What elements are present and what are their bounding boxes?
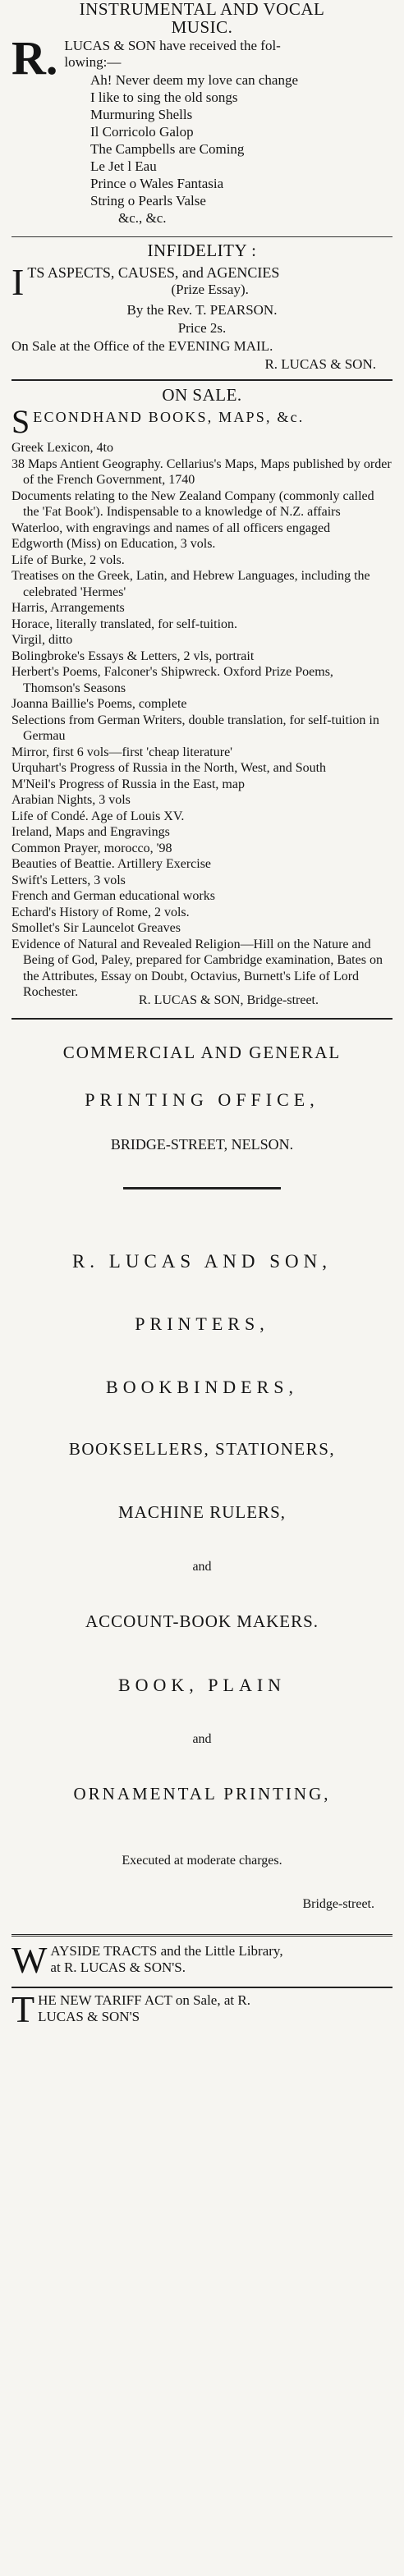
book-item: Bolingbroke's Essays & Letters, 2 vls, portrait xyxy=(11,649,255,663)
book-item: Joanna Baillie's Poems, complete xyxy=(11,697,187,711)
divider xyxy=(11,1018,393,1020)
trade-line: BOOKBINDERS, xyxy=(106,1377,298,1397)
music-ad-intro-line1: LUCAS & SON have received the fol- xyxy=(64,38,281,53)
trade-line: R. LUCAS AND SON, xyxy=(71,1251,333,1272)
book-item: Herbert's Poems, Falconer's Shipwreck. Oxford Prize Poems, Thomson's Seasons xyxy=(11,665,333,695)
book-item: Documents relating to the New Zealand Company (commonly called the 'Fat Book'). Indispensable to a knowledge of N.Z. affairs xyxy=(11,488,374,519)
infidelity-ad-line1: TS ASPECTS, CAUSES, and AGENCIES xyxy=(27,264,280,281)
tariff-ad xyxy=(11,1988,393,2030)
book-item: Greek Lexicon, 4to xyxy=(11,441,113,455)
music-ad-intro-line2: lowing:— xyxy=(64,54,122,70)
song-item: String o Pearls Valse xyxy=(90,193,206,209)
book-item: Edgworth (Miss) on Education, 3 vols. xyxy=(11,537,216,551)
infidelity-ad-body xyxy=(11,261,393,303)
music-ad-subtitle: MUSIC. xyxy=(171,17,233,37)
trade-line: and xyxy=(192,1560,212,1574)
song-item: Prince o Wales Fantasia xyxy=(90,176,224,191)
book-item: Swift's Letters, 3 vols xyxy=(11,873,126,887)
trade-line: MACHINE RULERS, xyxy=(117,1502,286,1522)
trade-line: and xyxy=(192,1732,212,1746)
printing-office-line2: PRINTING OFFICE, xyxy=(85,1089,319,1110)
song-item: The Campbells are Coming xyxy=(90,141,245,157)
song-list xyxy=(11,71,393,227)
trade-street: Bridge-street. xyxy=(302,1897,374,1911)
books-ad-heading xyxy=(11,403,393,440)
book-item: French and German educational works xyxy=(11,889,215,903)
tariff-ad-line2: LUCAS & SON'S xyxy=(38,2009,140,2024)
book-item: Echard's History of Rome, 2 vols. xyxy=(11,905,190,919)
books-ad-title: ON SALE. xyxy=(162,385,242,405)
infidelity-ad-title: INFIDELITY : xyxy=(147,241,257,260)
infidelity-ad-initial: I xyxy=(11,261,25,303)
book-item: Harris, Arrangements xyxy=(11,601,125,615)
trade-note: Executed at moderate charges. xyxy=(122,1854,282,1868)
book-item: Ireland, Maps and Engravings xyxy=(11,825,170,839)
wayside-ad xyxy=(11,1939,393,1981)
divider xyxy=(11,1934,393,1937)
book-item: Beauties of Beattie. Artillery Exercise xyxy=(11,857,212,871)
short-divider xyxy=(123,1187,281,1189)
infidelity-ad-price: Price 2s. xyxy=(177,320,227,336)
book-item: Common Prayer, morocco, '98 xyxy=(11,841,172,855)
book-item: Arabian Nights, 3 vols xyxy=(11,793,131,807)
song-item: I like to sing the old songs xyxy=(90,89,238,105)
divider xyxy=(11,379,393,381)
music-ad-intro xyxy=(11,38,393,71)
song-item: Il Corricolo Galop xyxy=(90,124,194,140)
book-item: Waterloo, with engravings and names of all officers engaged xyxy=(11,520,331,535)
infidelity-ad-author: By the Rev. T. PEARSON. xyxy=(126,302,278,318)
book-item: Horace, literally translated, for self-tuition. xyxy=(11,616,238,631)
divider xyxy=(11,236,393,237)
music-ad-initial: R. xyxy=(11,31,58,85)
infidelity-ad-line2: (Prize Essay). xyxy=(171,282,249,297)
divider xyxy=(11,1987,393,1988)
book-item: Mirror, first 6 vols—first 'cheap literature' xyxy=(11,745,233,759)
trade-line: ORNAMENTAL PRINTING, xyxy=(73,1784,331,1804)
book-item: Virgil, ditto xyxy=(11,633,73,647)
book-item: Urquhart's Progress of Russia in the North, West, and South xyxy=(11,761,327,775)
wayside-ad-line1: AYSIDE TRACTS and the Little Library, xyxy=(50,1943,283,1959)
book-item: Life of Condé. Age of Louis XV. xyxy=(11,809,185,823)
tariff-ad-line1: HE NEW TARIFF ACT on Sale, at R. xyxy=(38,1992,250,2008)
wayside-ad-line2: at R. LUCAS & SON'S. xyxy=(50,1960,186,1975)
infidelity-ad-seller: R. LUCAS & SON. xyxy=(264,356,376,372)
song-item: Murmuring Shells xyxy=(90,107,193,122)
book-item: Treatises on the Greek, Latin, and Hebrew Languages, including the celebrated 'Hermes' xyxy=(11,569,370,599)
books-ad-initial: S xyxy=(11,403,30,440)
books-ad-seller: R. LUCAS & SON, Bridge-street. xyxy=(138,993,319,1007)
tariff-ad-initial: T xyxy=(11,1988,35,2030)
music-ad-title: INSTRUMENTAL AND VOCAL xyxy=(79,0,325,19)
printing-office-address: BRIDGE-STREET, NELSON. xyxy=(110,1136,294,1153)
song-item: Le Jet l Eau xyxy=(90,158,157,174)
printing-office-line1: COMMERCIAL AND GENERAL xyxy=(62,1043,342,1062)
wayside-ad-initial: W xyxy=(11,1939,48,1981)
song-item: Ah! Never deem my love can change xyxy=(90,72,298,88)
trade-line: BOOK, PLAIN xyxy=(117,1675,287,1695)
book-item: Smollet's Sir Launcelot Greaves xyxy=(11,921,181,935)
trade-line: ACCOUNT-BOOK MAKERS. xyxy=(85,1611,319,1631)
book-item: Life of Burke, 2 vols. xyxy=(11,552,125,567)
trade-line: BOOKSELLERS, STATIONERS, xyxy=(68,1439,336,1459)
infidelity-ad-sale: On Sale at the Office of the EVENING MAIL. xyxy=(11,338,273,354)
trade-line: PRINTERS, xyxy=(135,1313,269,1334)
books-ad-heading-line: ECONDHAND BOOKS, MAPS, &c. xyxy=(33,409,305,425)
book-item: Selections from German Writers, double translation, for self-tuition in Germau xyxy=(11,713,379,743)
book-item: Evidence of Natural and Revealed Religion—Hill on the Nature and Being of God, Paley, prepared for Cambridge examination, Bates on the Attributes, Essay on Doubt, Octavius, Burnett's Life of Lord Rochester. xyxy=(11,937,383,999)
book-item: 38 Maps Antient Geography. Cellarius's Maps, Maps published by order of the French Government, 1740 xyxy=(11,456,392,487)
book-list xyxy=(11,440,393,1001)
song-item: &c., &c. xyxy=(118,210,167,226)
book-item: M'Neil's Progress of Russia in the East, map xyxy=(11,777,245,791)
